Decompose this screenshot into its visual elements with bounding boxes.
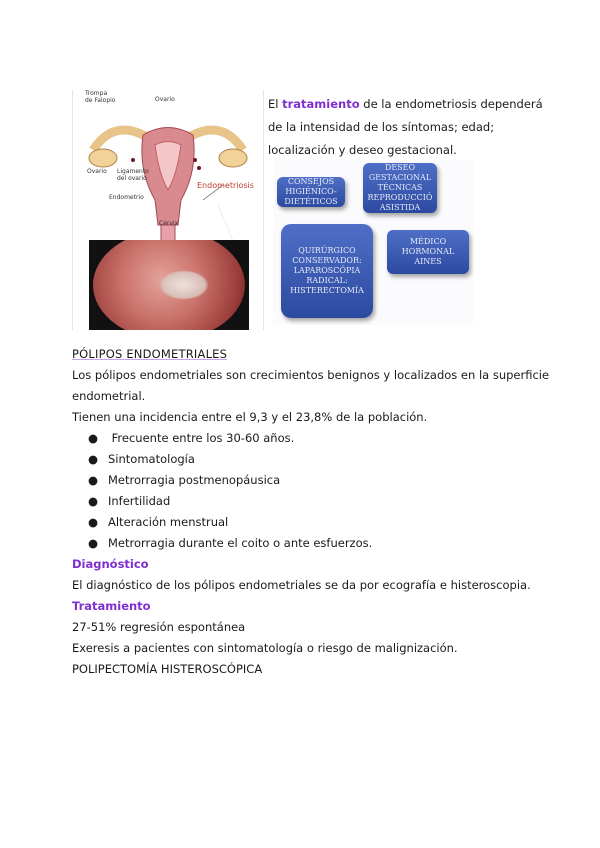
section-title: PÓLIPOS ENDOMETRIALES [72, 347, 228, 361]
bullet-item: ● Metrorragia durante el coito o ante esfuerzos. [88, 536, 373, 550]
box-medico-hormonal: MÉDICO HORMONAL AINES [387, 230, 469, 274]
box-quirurgico: QUIRÚRGICO CONSERVADOR: LAPAROSCÓPIA RADICAL: HISTERECTOMÍA [281, 224, 373, 318]
box-consejos: CONSEJOS HIGIÉNICO- DIETÉTICOS [277, 177, 345, 207]
endoscopy-photo [89, 240, 249, 330]
bullet-icon: ● [88, 452, 99, 466]
bullet-item: ● Frecuente entre los 30-60 años. [88, 431, 295, 445]
bullet-item: ● Sintomatología [88, 452, 195, 466]
tratamiento-line-3: POLIPECTOMÍA HISTEROSCÓPICA [72, 662, 263, 676]
bullet-icon: ● [88, 431, 99, 445]
bullet-icon: ● [88, 473, 99, 487]
box-deseo-gestacional: DESEO GESTACIONAL TÉCNICAS REPRODUCCIÓ ASISTIDA [363, 163, 437, 213]
bullet-item: ● Infertilidad [88, 494, 171, 508]
diagnostico-text: El diagnóstico de los pólipos endometriales se da por ecografía e histeroscopia. [72, 578, 531, 592]
label-endometriosis: Endometriosis [197, 181, 254, 190]
tratamiento-line-1: 27-51% regresión espontánea [72, 620, 246, 634]
para1-line2: endometrial. [72, 389, 146, 403]
bullet-item: ● Metrorragia postmenopáusica [88, 473, 281, 487]
para1-line1: Los pólipos endometriales son crecimientos benignos y localizados en la superficie [72, 368, 550, 382]
anatomy-figure [72, 90, 264, 330]
label-trompa: Trompa de Falopio [85, 90, 116, 104]
intro-line-3: localización y deseo gestacional. [268, 143, 457, 157]
label-ovario: Ovario [155, 96, 175, 103]
tratamiento-heading: Tratamiento [72, 599, 151, 613]
bullet-item: ● Alteración menstrual [88, 515, 229, 529]
intro-line-1: El tratamiento de la endometriosis dependerá [268, 97, 543, 111]
diagnostico-heading: Diagnóstico [72, 557, 149, 571]
bullet-icon: ● [88, 536, 99, 550]
tratamiento-line-2: Exeresis a pacientes con sintomatología o riesgo de malignización. [72, 641, 458, 655]
treatment-diagram [273, 160, 473, 325]
label-cervix: Cérvix [159, 220, 179, 227]
intro-line-2: de la intensidad de los síntomas; edad; [268, 120, 495, 134]
label-ovario-left: Ovario [87, 168, 107, 175]
intro-highlight: tratamiento [282, 97, 360, 111]
intro-paragraph [268, 93, 543, 162]
bullet-icon: ● [88, 515, 99, 529]
label-ligamento: Ligamento del ovario [117, 168, 149, 182]
para2: Tienen una incidencia entre el 9,3 y el 23,8% de la población. [72, 410, 428, 424]
bullet-icon: ● [88, 494, 99, 508]
label-endometrio: Endometrio [109, 194, 144, 201]
